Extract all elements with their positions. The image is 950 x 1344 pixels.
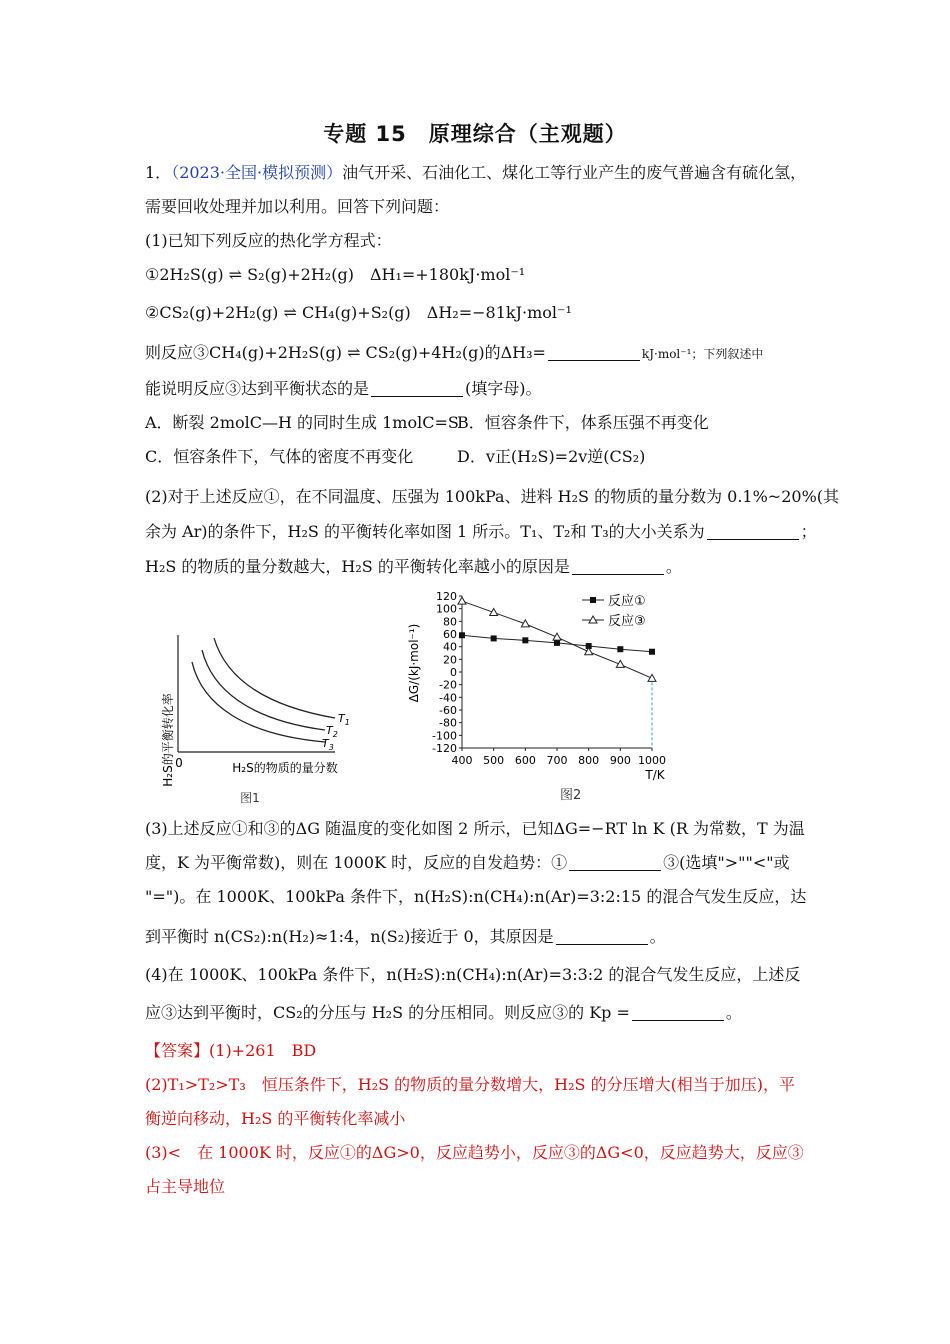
- part-2-line-a: (2)对于上述反应①，在不同温度、压强为 100kPa、进料 H₂S 的物质的量分数为 0.1%~20%(其: [145, 487, 840, 506]
- reaction-3-line: [145, 342, 763, 365]
- chart-y-tick-label: -80: [439, 716, 457, 730]
- chart-y-tick-label: -40: [439, 691, 457, 705]
- answer-blank[interactable]: [632, 1004, 724, 1021]
- chart-x-tick-label: 400: [451, 754, 473, 767]
- chart-point-triangle: [458, 597, 466, 604]
- page-title: 专题 15 原理综合（主观题）: [323, 122, 627, 146]
- answer-blank[interactable]: [572, 558, 664, 575]
- chart-y-tick-label: 100: [436, 602, 457, 616]
- answer-line-3a: (3)< 在 1000K 时，反应①的ΔG>0，反应趋势小，反应③的ΔG<0，反应趋势大，反应③: [145, 1143, 804, 1162]
- question-text: 能说明反应③达到平衡状态的是: [145, 379, 370, 398]
- part-3-text-b2: ③(选填">""<"或: [663, 853, 790, 872]
- part-4-line-a: (4)在 1000K、100kPa 条件下，n(H₂S):n(CH₄):n(Ar)=3:3:2 的混合气发生反应，上述反: [145, 965, 801, 984]
- punct: 。: [665, 557, 682, 576]
- answer-line-3b: 占主导地位: [145, 1177, 226, 1196]
- answer-blank[interactable]: [569, 854, 661, 871]
- part-3-line-b: [145, 852, 790, 874]
- chart-y-tick-label: 120: [436, 590, 457, 603]
- chart-y-tick-label: 20: [443, 653, 457, 667]
- chart-point-triangle: [648, 674, 656, 681]
- part-3-line-a: (3)上述反应①和③的ΔG 随温度的变化如图 2 所示，已知ΔG=−RT ln K (R 为常数，T 为温: [145, 819, 805, 838]
- figure-1: [150, 630, 370, 805]
- fig1-origin: 0: [175, 756, 183, 770]
- chart-x-tick-label: 800: [578, 754, 600, 767]
- chart-point-square: [491, 635, 497, 641]
- answer-blank[interactable]: [556, 928, 648, 945]
- option-a: A．断裂 2molC—H 的同时生成 1molC=S: [145, 413, 459, 432]
- fig1-ylabel: H₂S的平衡转化率: [161, 693, 175, 787]
- option-c: C．恒容条件下，气体的密度不再变化: [145, 447, 414, 466]
- chart-x-tick-label: 700: [546, 754, 568, 767]
- part-2-line-c: [145, 556, 682, 578]
- answer-blank[interactable]: [371, 380, 463, 397]
- part-3-line-c: "=")。在 1000K、100kPa 条件下，n(H₂S):n(CH₄):n(Ar)=3:2:15 的混合气发生反应，达: [145, 887, 807, 906]
- chart-xlabel: T/K: [645, 768, 665, 782]
- question-source: （2023·全国·模拟预测）: [171, 163, 343, 182]
- chart-point-square: [617, 646, 623, 652]
- answer-line-1: [145, 1040, 316, 1062]
- punct: 。: [649, 927, 666, 946]
- punct: 。: [725, 1003, 742, 1022]
- answer-blank[interactable]: [707, 523, 799, 540]
- unit-text: kJ·mol⁻¹；下列叙述中: [641, 347, 764, 361]
- part-2-text: 余为 Ar)的条件下，H₂S 的平衡转化率如图 1 所示。T₁、T₂和 T₃的大小关系为: [145, 522, 705, 541]
- reaction-1: ①2H₂S(g) ⇌ S₂(g)+2H₂(g) ΔH₁=+180kJ·mol⁻¹: [145, 265, 526, 284]
- fig1-label-t1: $T_1$: [338, 712, 350, 727]
- figure-2-chart: [400, 588, 700, 798]
- fig1-label-t2: $T_2$: [326, 724, 338, 739]
- fig1-xlabel: H₂S的物质的量分数: [232, 761, 338, 775]
- fig1-label-t3: $T_3$: [322, 737, 334, 752]
- chart-y-tick-label: 80: [443, 615, 457, 629]
- answer-label: 【答案】: [145, 1041, 210, 1060]
- chart-y-tick-label: 40: [443, 640, 457, 654]
- option-d: D．v正(H₂S)=2v逆(CS₂): [457, 447, 646, 466]
- question-suffix: (填字母)。: [465, 379, 542, 398]
- legend-label: 反应①: [608, 594, 646, 609]
- reaction-3-question: [145, 378, 542, 400]
- legend-marker-square: [590, 597, 596, 603]
- part-2-text-c: H₂S 的物质的量分数越大，H₂S 的平衡转化率越小的原因是: [145, 557, 570, 576]
- chart-y-tick-label: -100: [432, 729, 457, 743]
- chart-x-tick-label: 500: [483, 754, 505, 767]
- figure-2-caption: 图2: [560, 788, 582, 803]
- chart-point-square: [459, 632, 465, 638]
- chart-ylabel: ΔG/(kJ·mol⁻¹): [407, 623, 421, 703]
- answer-blank[interactable]: [548, 344, 640, 361]
- chart-y-tick-label: -20: [439, 678, 457, 692]
- chart-point-square: [649, 649, 655, 655]
- legend-label: 反应③: [608, 614, 646, 629]
- chart-point-square: [522, 637, 528, 643]
- chart-x-tick-label: 1000: [638, 754, 666, 767]
- answer-part-1: (1)+261 BD: [209, 1041, 317, 1060]
- part-2-line-b: [145, 521, 817, 543]
- fig1-curve-t1: [214, 638, 335, 718]
- reaction-3-text: 则反应③CH₄(g)+2H₂S(g) ⇌ CS₂(g)+4H₂(g)的ΔH₃=: [145, 343, 546, 362]
- option-b: B．恒容条件下，体系压强不再变化: [457, 413, 709, 432]
- fig1-curve-t2: [202, 650, 325, 730]
- chart-y-tick-label: 60: [443, 628, 457, 641]
- part-3-line-d: [145, 926, 666, 948]
- part-4-line-b: [145, 1002, 742, 1024]
- question-1-stem: [145, 162, 806, 184]
- fig1-caption: 图1: [240, 791, 260, 805]
- chart-y-tick-label: 0: [450, 666, 457, 679]
- chart-point-triangle: [616, 660, 624, 667]
- chart-y-tick-label: -120: [432, 742, 457, 755]
- part-1-intro: (1)已知下列反应的热化学方程式：: [145, 231, 392, 250]
- chart-y-tick-label: -60: [439, 704, 457, 717]
- answer-line-2a: (2)T₁>T₂>T₃ 恒压条件下，H₂S 的物质的量分数增大，H₂S 的分压增大(相当于加压)，平: [145, 1075, 796, 1094]
- answer-line-2b: 衡逆向移动，H₂S 的平衡转化率减小: [145, 1109, 406, 1128]
- stem-line-a: 油气开采、石油化工、煤化工等行业产生的废气普遍含有硫化氢，: [342, 163, 807, 182]
- chart-point-triangle: [553, 633, 561, 640]
- stem-line-b: 需要回收处理并加以利用。回答下列问题：: [145, 197, 450, 216]
- question-number: 1．: [145, 163, 172, 182]
- punct: ；: [800, 522, 817, 541]
- chart-x-tick-label: 900: [609, 754, 631, 767]
- part-3-text-b1: 度，K 为平衡常数)，则在 1000K 时，反应的自发趋势：①: [145, 853, 568, 872]
- chart-x-tick-label: 600: [514, 754, 536, 767]
- reaction-2: ②CS₂(g)+2H₂(g) ⇌ CH₄(g)+S₂(g) ΔH₂=−81kJ·mol⁻¹: [145, 303, 572, 322]
- part-3-text-d1: 到平衡时 n(CS₂):n(H₂)≈1:4，n(S₂)接近于 0，其原因是: [145, 927, 554, 946]
- part-4-text-b1: 应③达到平衡时，CS₂的分压与 H₂S 的分压相同。则反应③的 Kp =: [145, 1003, 630, 1022]
- chart-point-square: [554, 640, 560, 646]
